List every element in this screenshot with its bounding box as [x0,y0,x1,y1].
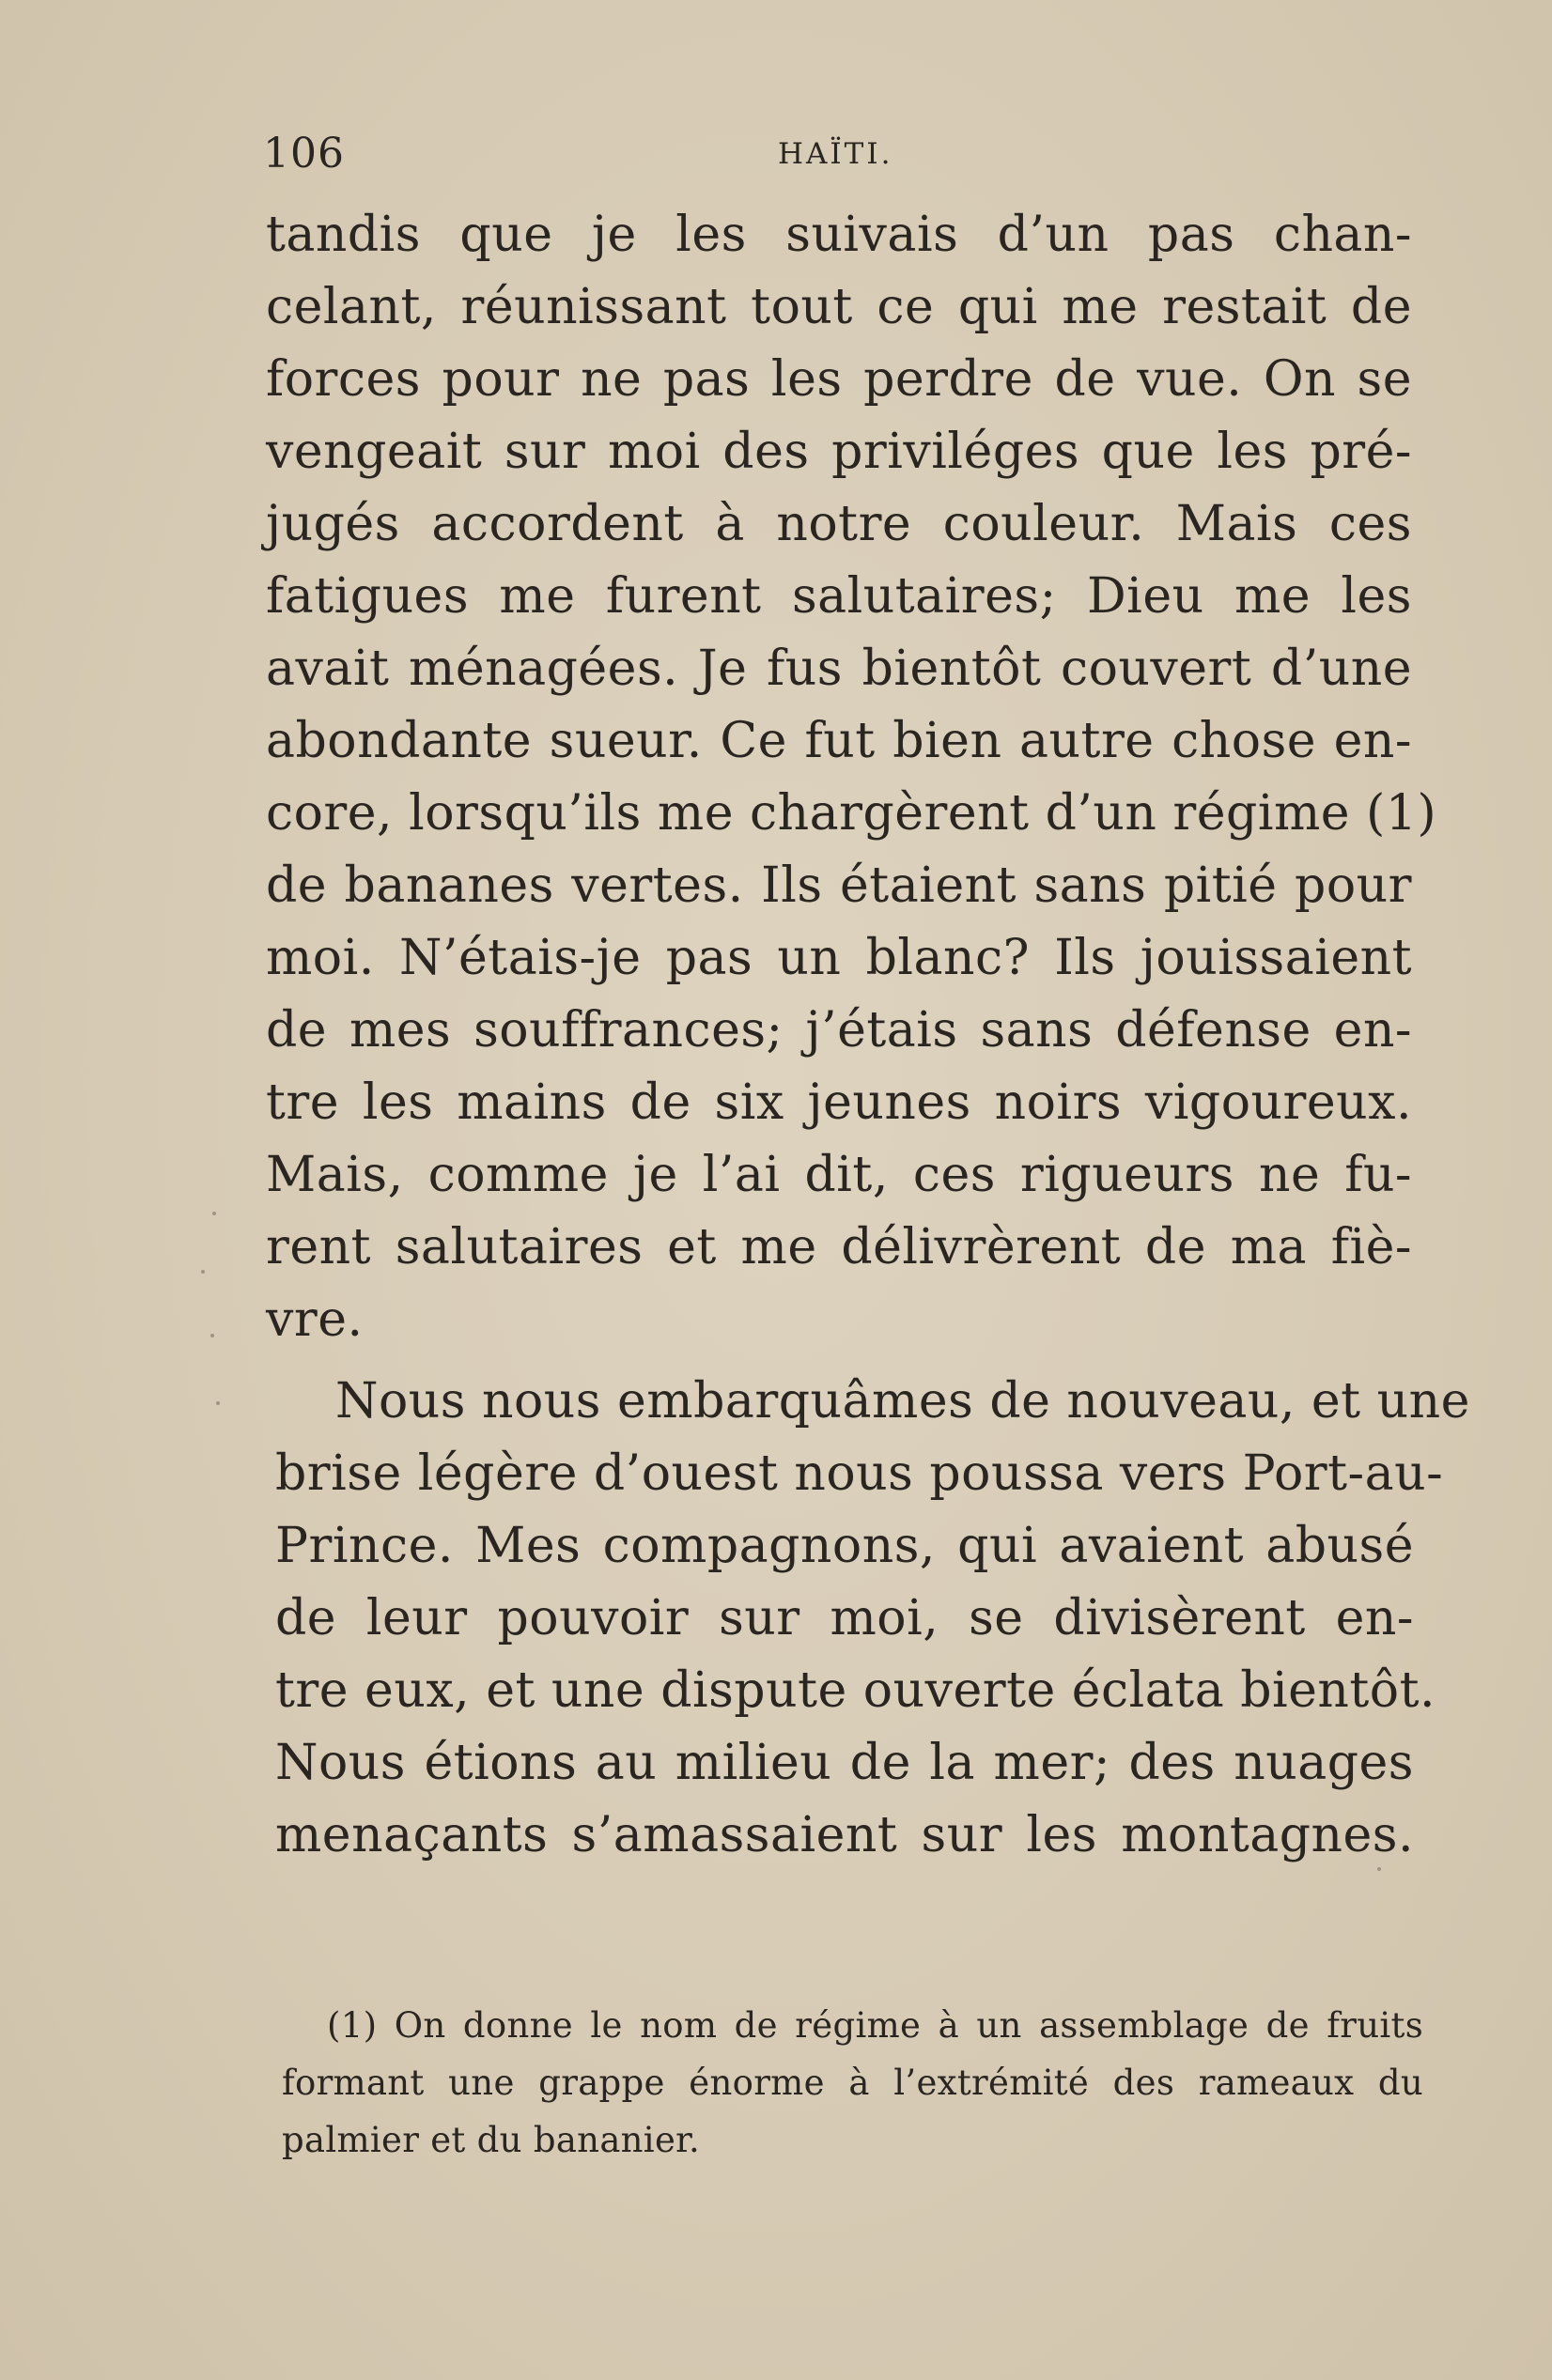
paper-speck [216,1401,220,1405]
text-line: de leur pouvoir sur moi, se divisèrent en- [275,1590,1414,1646]
text-line: avait ménagées. Je fus bientôt couvert d’une [266,641,1412,697]
text-line: Nous nous embarquâmes de nouveau, et une [335,1373,1470,1430]
text-line: rent salutaires et me délivrèrent de ma fiè- [266,1219,1412,1275]
text-line: tre eux, et une dispute ouverte éclata bientôt. [275,1662,1436,1719]
paper-speck [210,1334,214,1337]
text-line: jugés accordent à notre couleur. Mais ces [266,496,1412,552]
page-number: 106 [263,130,345,178]
text-line: tre les mains de six jeunes noirs vigoureux. [266,1074,1412,1131]
text-line: de mes souffrances; j’étais sans défense en- [266,1002,1412,1059]
text-line: de bananes vertes. Ils étaient sans pitié pour [266,858,1412,914]
text-line: core, lorsqu’ils me chargèrent d’un régime (1) [266,785,1437,842]
paragraph-one [266,199,1437,1356]
footnote-line: formant une grappe énorme à l’extrémité des rameaux du [282,2063,1423,2103]
text-line: brise légère d’ouest nous poussa vers Port-au- [275,1445,1444,1502]
text-line: menaçants s’amassaient sur les montagnes. [275,1807,1414,1863]
running-head [263,130,1409,186]
paragraph-two [275,1366,1470,1872]
footnote-line: (1) On donne le nom de régime à un assemblage de fruits [327,2005,1423,2046]
text-line: celant, réunissant tout ce qui me restait de [266,279,1412,335]
paper-speck [201,1270,205,1274]
text-line: abondante sueur. Ce fut bien autre chose en- [266,713,1412,769]
text-line: Nous étions au milieu de la mer; des nuages [275,1735,1414,1791]
paper-speck [212,1212,216,1215]
text-line: vre. [266,1291,364,1348]
paper-speck [1377,1867,1381,1871]
text-line: moi. N’étais-je pas un blanc? Ils jouissaient [266,930,1412,986]
text-line: forces pour ne pas les perdre de vue. On se [266,351,1412,408]
footnote-line: palmier et du bananier. [282,2120,701,2160]
text-line: Mais, comme je l’ai dit, ces rigueurs ne fu- [266,1147,1412,1203]
running-title: HAÏTI. [778,137,893,171]
text-line: fatigues me furent salutaires; Dieu me les [266,568,1412,625]
footnote [282,1997,1423,2169]
text-line: tandis que je les suivais d’un pas chan- [266,207,1412,263]
text-line: Prince. Mes compagnons, qui avaient abusé [275,1518,1414,1574]
text-line: vengeait sur moi des priviléges que les pré- [266,424,1412,480]
